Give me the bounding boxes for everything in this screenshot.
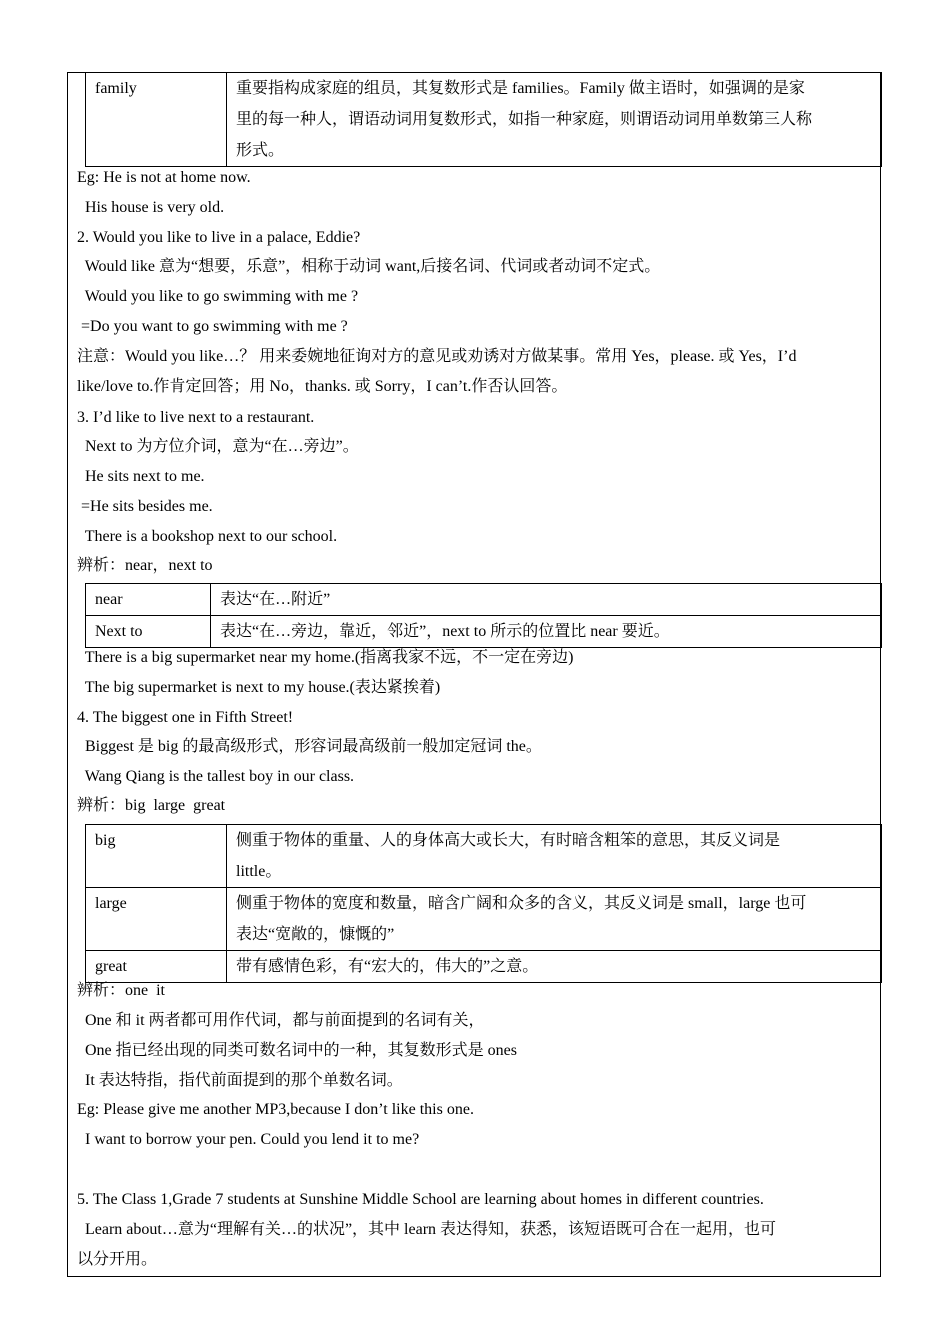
text-line: Wang Qiang is the tallest boy in our class. [77, 768, 355, 785]
note-line: like/love to.作肯定回答；用 No，thanks. 或 Sorry，I can’t.作否认回答。 [77, 378, 568, 395]
comparison-heading: 辨析：near，next to [77, 557, 213, 574]
table-row [86, 584, 882, 616]
text-line: Biggest 是 big 的最高级形式，形容词最高级前一般加定冠词 the。 [77, 738, 542, 755]
text-line: The big supermarket is next to my house.(表达紧挨着) [77, 679, 441, 696]
description-cell [227, 951, 882, 983]
table-row [86, 888, 882, 951]
page-frame [67, 72, 881, 1277]
text-line: Learn about…意为“理解有关…的状况”，其中 learn 表达得知，获悉，该短语既可合在一起用，也可 [77, 1221, 777, 1238]
text-line: One 和 it 两者都可用作代词，都与前面提到的名词有关， [77, 1012, 485, 1029]
text-line: Would you like to go swimming with me ? [77, 288, 359, 305]
example-line: Eg: Please give me another MP3,because I don’t like this one. [77, 1101, 474, 1118]
term-cell: family [86, 73, 227, 167]
section-heading: 5. The Class 1,Grade 7 students at Sunshine Middle School are learning about homes in different countries. [77, 1191, 764, 1208]
table-row [86, 73, 882, 167]
description-cell [227, 888, 882, 951]
text-line: Would like 意为“想要，乐意”，相称于动词 want,后接名词、代词或者动词不定式。 [77, 258, 661, 275]
text-line: =He sits besides me. [77, 498, 213, 515]
description-cell: 表达“在…旁边，靠近，邻近”，next to 所示的位置比 near 要近。 [211, 616, 882, 648]
table-row [86, 951, 882, 983]
text-line: =Do you want to go swimming with me ? [77, 318, 348, 335]
text-line: There is a bookshop next to our school. [77, 528, 338, 545]
term-cell: Next to [86, 616, 211, 648]
description-line: 带有感情色彩，有“宏大的，伟大的”之意。 [236, 958, 539, 975]
text-line: 以分开用。 [77, 1251, 158, 1268]
text-line: It 表达特指，指代前面提到的那个单数名词。 [77, 1072, 403, 1089]
note-line: 注意：Would you like…？ 用来委婉地征询对方的意见或劝诱对方做某事。常用 Yes，please. 或 Yes，I’d [77, 348, 797, 365]
example-line: Eg: He is not at home now. [77, 169, 251, 186]
text-line: One 指已经出现的同类可数名词中的一种，其复数形式是 ones [77, 1042, 517, 1059]
comparison-heading: 辨析：one it [77, 982, 165, 999]
description-line: 侧重于物体的重量、人的身体高大或长大，有时暗含粗笨的意思，其反义词是 [236, 832, 781, 849]
description-line: 侧重于物体的宽度和数量，暗含广阔和众多的含义，其反义词是 small，large 也可 [236, 895, 807, 912]
near-next-to-table [85, 583, 882, 648]
example-line: I want to borrow your pen. Could you lend it to me? [77, 1131, 420, 1148]
description-line: little。 [236, 863, 282, 880]
big-large-great-table [85, 824, 882, 983]
family-table [85, 72, 882, 167]
term-cell: great [86, 951, 227, 983]
table-row [86, 616, 882, 648]
text-line: He sits next to me. [77, 468, 205, 485]
description-cell [227, 825, 882, 888]
description-line: 重要指构成家庭的组员，其复数形式是 families。Family 做主语时，如强调的是家 [236, 80, 805, 97]
description-line: 里的每一种人，谓语动词用复数形式，如指一种家庭，则谓语动词用单数第三人称 [236, 111, 813, 128]
term-cell: near [86, 584, 211, 616]
section-heading: 4. The biggest one in Fifth Street! [77, 709, 294, 726]
section-heading: 3. I’d like to live next to a restaurant. [77, 409, 315, 426]
example-line: His house is very old. [77, 199, 225, 216]
term-cell: large [86, 888, 227, 951]
comparison-heading: 辨析：big large great [77, 797, 226, 814]
section-heading: 2. Would you like to live in a palace, Eddie? [77, 229, 361, 246]
text-line: There is a big supermarket near my home.(指离我家不远，不一定在旁边) [77, 649, 574, 666]
term-cell: big [86, 825, 227, 888]
description-cell: 表达“在…附近” [211, 584, 882, 616]
description-cell [227, 73, 882, 167]
table-row [86, 825, 882, 888]
description-line: 形式。 [236, 142, 285, 159]
text-line: Next to 为方位介词，意为“在…旁边”。 [77, 438, 359, 455]
description-line: 表达“宽敞的，慷慨的” [236, 926, 395, 943]
